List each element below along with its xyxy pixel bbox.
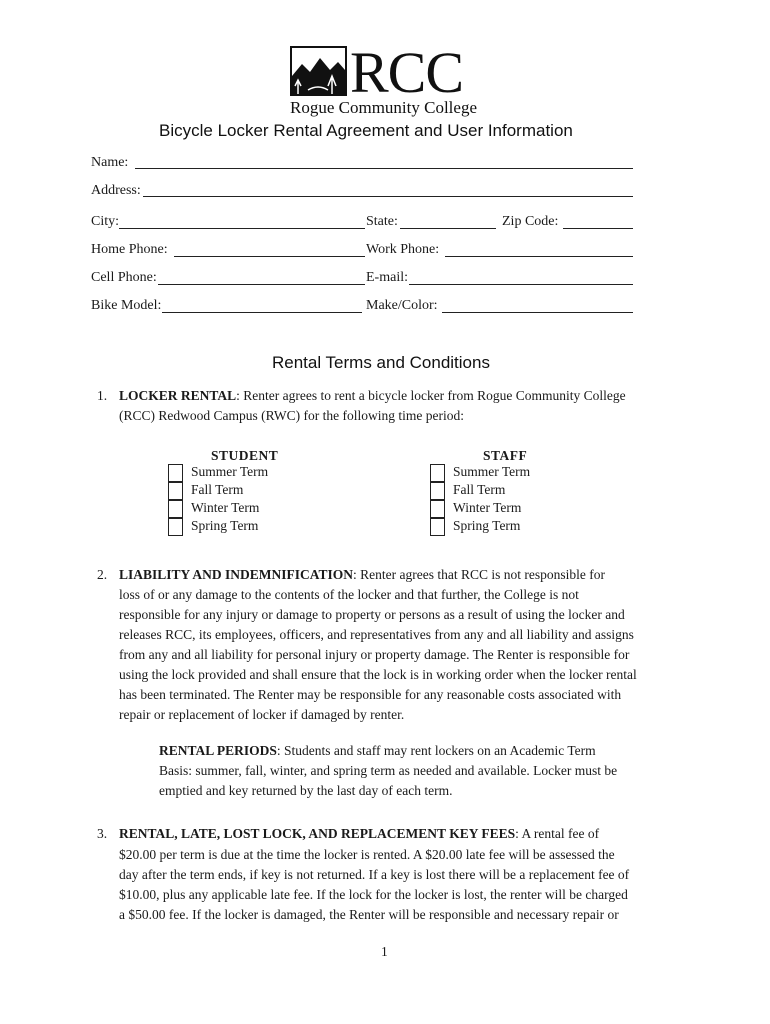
email-label: E-mail: <box>366 270 408 285</box>
item3-line0-text: : A rental fee of <box>515 826 600 841</box>
cell-phone-field[interactable] <box>158 284 365 285</box>
student-option-winter: Winter Term <box>191 500 260 515</box>
bike-model-label: Bike Model: <box>91 298 162 313</box>
home-phone-field[interactable] <box>174 256 365 257</box>
student-option-spring: Spring Term <box>191 518 259 533</box>
item3-line-1: $20.00 per term is due at the time the locker is rented. A $20.00 late fee will be assessed the <box>119 847 615 862</box>
page-number: 1 <box>381 944 388 959</box>
student-heading: STUDENT <box>211 448 279 463</box>
email-field[interactable] <box>409 284 633 285</box>
college-name: Rogue Community College <box>290 98 477 117</box>
item3-line-3: $10.00, plus any applicable late fee. If the lock for the locker is lost, the renter will be charged <box>119 887 628 902</box>
rental-periods-line0-text: : Students and staff may rent lockers on an Academic Term <box>276 743 596 758</box>
staff-heading: STAFF <box>483 448 528 463</box>
logo-text: RCC <box>350 40 464 105</box>
item1-bold: LOCKER RENTAL <box>119 388 237 403</box>
student-option-summer: Summer Term <box>191 464 269 479</box>
student-summer-checkbox[interactable] <box>168 464 183 482</box>
staff-winter-checkbox[interactable] <box>430 500 445 518</box>
staff-summer-checkbox[interactable] <box>430 464 445 482</box>
item3-number: 3. <box>97 826 108 841</box>
logo <box>290 40 490 122</box>
student-winter-checkbox[interactable] <box>168 500 183 518</box>
item2-line0-text: : Renter agrees that RCC is not responsible for <box>353 567 605 582</box>
bike-model-field[interactable] <box>162 312 362 313</box>
item3-line-2: day after the term ends, if key is not returned. If a key is lost there will be a replacement fee of <box>119 867 630 882</box>
terms-heading: Rental Terms and Conditions <box>272 353 490 372</box>
city-field[interactable] <box>119 228 365 229</box>
cell-phone-label: Cell Phone: <box>91 270 157 285</box>
item2-line-1: loss of or any damage to the contents of the locker and that further, the College is not <box>119 587 579 602</box>
student-fall-checkbox[interactable] <box>168 482 183 500</box>
address-label: Address: <box>91 183 141 198</box>
work-phone-field[interactable] <box>445 256 633 257</box>
rental-periods-bold: RENTAL PERIODS <box>159 743 277 758</box>
item2-line-6: has been terminated. The Renter may be responsible for any reasonable costs associated with <box>119 687 622 702</box>
item1-text <box>119 386 626 406</box>
item3-line-0 <box>119 824 599 844</box>
rental-periods-line-2: emptied and key returned by the last day of each term. <box>159 783 453 798</box>
item2-line-2: responsible for any injury or damage to property or persons as a result of using the locker and <box>119 607 625 622</box>
item1-number: 1. <box>97 388 108 403</box>
staff-option-summer: Summer Term <box>453 464 531 479</box>
home-phone-label: Home Phone: <box>91 242 168 257</box>
staff-fall-checkbox[interactable] <box>430 482 445 500</box>
zip-field[interactable] <box>563 228 633 229</box>
rental-periods-line-1: Basis: summer, fall, winter, and spring term as needed and available. Locker must be <box>159 763 618 778</box>
city-label: City: <box>91 214 120 229</box>
item1-line1: : Renter agrees to rent a bicycle locker from Rogue Community College <box>236 388 626 403</box>
item2-number: 2. <box>97 567 108 582</box>
item2-line-4: from any and all liability for personal injury or property damage. The Renter is responsible for <box>119 647 630 662</box>
student-spring-checkbox[interactable] <box>168 518 183 536</box>
page-title: Bicycle Locker Rental Agreement and User Information <box>159 121 573 140</box>
name-label: Name: <box>91 155 129 170</box>
address-field[interactable] <box>143 196 633 197</box>
state-field[interactable] <box>400 228 496 229</box>
make-color-label: Make/Color: <box>366 298 438 313</box>
staff-spring-checkbox[interactable] <box>430 518 445 536</box>
zip-label: Zip Code: <box>502 214 559 229</box>
staff-option-spring: Spring Term <box>453 518 521 533</box>
work-phone-label: Work Phone: <box>366 242 440 257</box>
staff-option-winter: Winter Term <box>453 500 522 515</box>
item3-line-4: a $50.00 fee. If the locker is damaged, the Renter will be responsible and necessary repair or <box>119 907 619 922</box>
rental-periods-line-0 <box>159 741 596 761</box>
staff-option-fall: Fall Term <box>453 482 506 497</box>
name-field[interactable] <box>135 168 633 169</box>
item2-bold: LIABILITY AND INDEMNIFICATION <box>119 567 354 582</box>
student-option-fall: Fall Term <box>191 482 244 497</box>
item2-line-0 <box>119 565 605 585</box>
item2-line-5: using the lock provided and shall ensure that the lock is in working order when the locker rental <box>119 667 637 682</box>
state-label: State: <box>366 214 398 229</box>
item2-line-7: repair or replacement of locker if damaged by renter. <box>119 707 405 722</box>
item1-line2: (RCC) Redwood Campus (RWC) for the following time period: <box>119 408 464 423</box>
make-color-field[interactable] <box>442 312 633 313</box>
item2-line-3: releases RCC, its employees, officers, and representatives from any and all liability and assigns <box>119 627 634 642</box>
mountain-tree-icon <box>290 46 347 96</box>
item3-bold: RENTAL, LATE, LOST LOCK, AND REPLACEMENT KEY FEES <box>119 826 516 841</box>
